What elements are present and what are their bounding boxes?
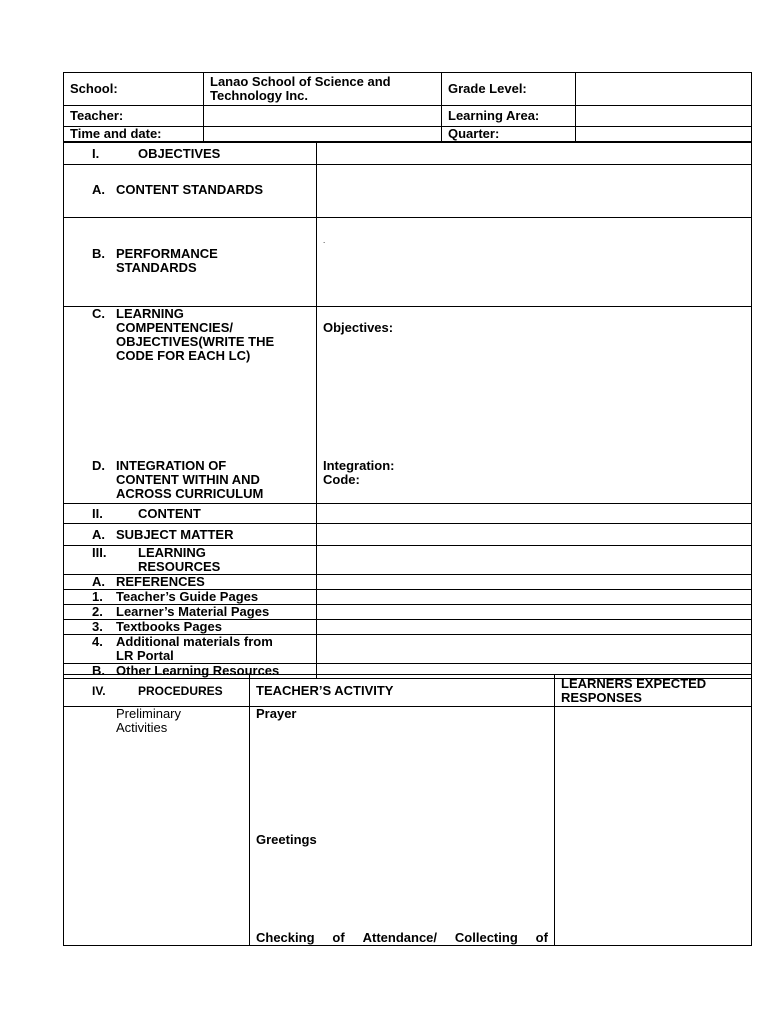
teacher-activity-cell[interactable] bbox=[250, 707, 555, 946]
performance-standards-value[interactable]: . bbox=[317, 218, 752, 307]
time-date-value[interactable] bbox=[204, 127, 442, 142]
integration-label: D. INTEGRATION OF CONTENT WITHIN AND ACROSS CURRICULUM bbox=[92, 458, 264, 501]
resources-heading-value[interactable] bbox=[317, 546, 752, 575]
learning-area-value[interactable] bbox=[576, 106, 752, 127]
objectives-heading-value[interactable] bbox=[317, 143, 752, 165]
content-standards-label: A. CONTENT STANDARDS bbox=[64, 165, 317, 218]
procedures-heading: IV. PROCEDURES bbox=[64, 675, 250, 707]
greetings-label: Greetings bbox=[256, 832, 317, 847]
school-value: Lanao School of Science and Technology Inc. bbox=[204, 73, 442, 106]
grade-level-value[interactable] bbox=[576, 73, 752, 106]
performance-standards-label: B. PERFORMANCE STANDARDS bbox=[64, 218, 317, 307]
resource-item-learners-material: 2. Learner’s Material Pages bbox=[64, 605, 317, 620]
header-table bbox=[63, 72, 752, 142]
references-label: A. REFERENCES bbox=[64, 575, 317, 590]
teacher-label: Teacher: bbox=[64, 106, 204, 127]
grade-level-label: Grade Level: bbox=[442, 73, 576, 106]
teacher-activity-heading: TEACHER’S ACTIVITY bbox=[250, 675, 555, 707]
quarter-label: Quarter: bbox=[442, 127, 576, 142]
quarter-value[interactable] bbox=[576, 127, 752, 142]
resource-item-textbooks-value[interactable] bbox=[317, 620, 752, 635]
preliminary-activities-label: Preliminary Activities bbox=[64, 707, 250, 946]
content-heading: II. CONTENT bbox=[64, 504, 317, 524]
learners-responses-cell[interactable] bbox=[555, 707, 752, 946]
teacher-value[interactable] bbox=[204, 106, 442, 127]
checking-attendance-label: Checking of Attendance/ Collecting of bbox=[256, 930, 548, 945]
content-heading-value[interactable] bbox=[317, 504, 752, 524]
resource-item-learners-material-value[interactable] bbox=[317, 605, 752, 620]
resource-item-textbooks: 3. Textbooks Pages bbox=[64, 620, 317, 635]
references-value[interactable] bbox=[317, 575, 752, 590]
procedures-table bbox=[63, 674, 752, 946]
other-resources-label: B. Other Learning Resources bbox=[64, 664, 317, 679]
integration-field-label: Integration: Code: bbox=[323, 458, 395, 487]
objectives-field-label: Objectives: bbox=[323, 320, 394, 335]
competencies-cell bbox=[64, 307, 317, 504]
time-date-label: Time and date: bbox=[64, 127, 204, 142]
learners-responses-heading: LEARNERS EXPECTED RESPONSES bbox=[555, 675, 752, 707]
objectives-heading: I. OBJECTIVES bbox=[64, 143, 317, 165]
resource-item-additional-materials: 4. Additional materials from LR Portal bbox=[64, 635, 317, 664]
resource-item-additional-materials-value[interactable] bbox=[317, 635, 752, 664]
learning-area-label: Learning Area: bbox=[442, 106, 576, 127]
competencies-value[interactable] bbox=[317, 307, 752, 504]
subject-matter-label: A. SUBJECT MATTER bbox=[64, 524, 317, 546]
prayer-label: Prayer bbox=[256, 706, 297, 721]
resources-heading: III. LEARNING RESOURCES bbox=[64, 546, 317, 575]
resource-item-teachers-guide: 1. Teacher’s Guide Pages bbox=[64, 590, 317, 605]
school-label: School: bbox=[64, 73, 204, 106]
resource-item-teachers-guide-value[interactable] bbox=[317, 590, 752, 605]
content-standards-value[interactable] bbox=[317, 165, 752, 218]
subject-matter-value[interactable] bbox=[317, 524, 752, 546]
objectives-table bbox=[63, 142, 752, 679]
competencies-label: C. LEARNING COMPENTENCIES/ OBJECTIVES(WRITE THE CODE FOR EACH LC) bbox=[92, 306, 275, 363]
